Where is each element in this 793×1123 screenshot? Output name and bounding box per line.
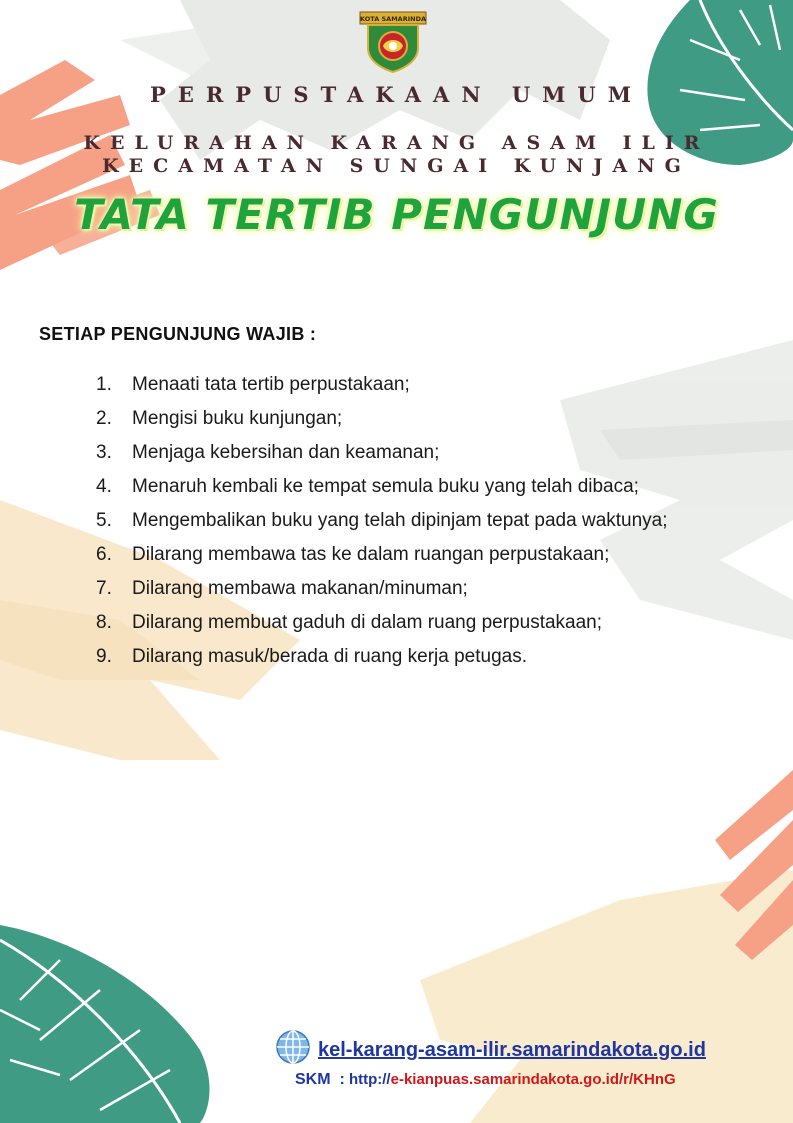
list-item [96,438,668,472]
rule-text: Dilarang membuat gaduh di dalam ruang perpustakaan; [132,612,603,633]
list-item [96,540,668,574]
page-title: TATA TERTIB PENGUNJUNG [74,190,719,239]
website-link[interactable]: kel-karang-asam-ilir.samarindakota.go.id [318,1039,706,1061]
list-item [96,574,668,608]
samarinda-emblem-icon [356,8,430,74]
rule-text: Menjaga kebersihan dan keamanan; [132,442,440,463]
rule-text: Dilarang masuk/berada di ruang kerja petugas. [132,646,528,667]
section-heading: SETIAP PENGUNJUNG WAJIB : [39,324,317,344]
org-name: PERPUSTAKAAN UMUM [150,82,643,107]
org-subtitle-kelurahan: KELURAHAN KARANG ASAM ILIR [83,132,710,154]
rules-list [96,370,668,676]
skm-survey-link[interactable] [349,1071,676,1088]
rule-number: 3. [96,442,112,463]
list-item [96,642,668,676]
skm-line [295,1071,676,1089]
rule-number: 4. [96,476,112,497]
rule-number: 9. [96,646,112,667]
rule-text: Dilarang membawa makanan/minuman; [132,578,468,599]
rule-number: 6. [96,544,112,565]
rule-text: Mengisi buku kunjungan; [132,408,343,429]
rule-text: Dilarang membawa tas ke dalam ruangan perpustakaan; [132,544,610,565]
rule-number: 7. [96,578,112,599]
rule-text: Mengembalikan buku yang telah dipinjam tepat pada waktunya; [132,510,668,531]
rule-number: 2. [96,408,112,429]
list-item [96,506,668,540]
rule-number: 1. [96,374,112,395]
skm-url-prefix: http:// [348,1071,391,1088]
skm-url-rest: e-kianpuas.samarindakota.go.id/r/KHnG [390,1071,676,1088]
logo-banner-text: KOTA SAMARINDA [360,15,426,23]
rule-number: 8. [96,612,112,633]
rule-text: Menaati tata tertib perpustakaan; [132,374,410,395]
org-subtitle-kecamatan: KECAMATAN SUNGAI KUNJANG [102,155,691,177]
list-item [96,370,668,404]
rule-text: Menaruh kembali ke tempat semula buku yang telah dibaca; [132,476,639,497]
teal-leaf-bottom-left [0,925,209,1123]
list-item [96,608,668,642]
globe-icon [275,1029,311,1065]
skm-label: SKM : [295,1071,345,1088]
list-item [96,404,668,438]
rule-number: 5. [96,510,112,531]
list-item [96,472,668,506]
